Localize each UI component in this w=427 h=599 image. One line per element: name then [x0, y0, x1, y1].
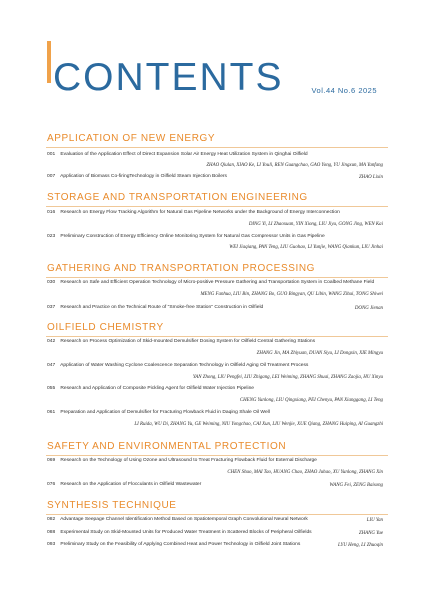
entry-authors: MENG Fanhua, LIU Bin, ZHANG Bo, GUO Bingyan, QU Libin, WANG Zihui, TONG Shiwei [200, 292, 383, 297]
toc-entry[interactable] [47, 281, 383, 286]
section-heading: GATHERING AND TRANSPORTATION PROCESSING [47, 263, 316, 274]
entry-title: Research on the Technology of Using Ozone and Ultrasound to Treat Fracturing Flowback Fluid for External Discharge [60, 458, 317, 463]
page-number: 001 [47, 152, 56, 157]
entry-title: Research and Practice on the Technical Route of "Smoke-free Station" Construction in Oilfield [60, 305, 264, 310]
divider [46, 147, 388, 148]
page-number: 042 [47, 339, 56, 344]
toc-entry[interactable] [47, 518, 383, 523]
entry-title: Application of Water Washing Cyclone Coalescence Separation Technology in Oilfield Aging Oil Treatment Process [60, 363, 309, 368]
entry-title: Research on the Application of Flocculants in Oilfield Wastewater [60, 482, 202, 487]
entry-title: Preliminary Study on the Feasibility of Applying Combined Heat and Power Technology in Oilfield Joint Stations [60, 542, 301, 547]
entry-title: Preparation and Application of Demulsifier for Fracturing Flowback Fluid in Daqing Shale Oil Well [60, 410, 270, 415]
entry-authors: DONG Jienan [354, 306, 383, 311]
page-number: 055 [47, 386, 56, 391]
toc-entry[interactable] [47, 364, 383, 369]
toc-entry[interactable] [47, 153, 383, 158]
page-number: 093 [47, 542, 56, 547]
toc-entry[interactable] [47, 211, 383, 216]
toc-entry[interactable] [47, 543, 383, 548]
entry-authors: ZHAO Lixin [358, 175, 383, 180]
toc-entry[interactable] [47, 411, 383, 416]
toc-entry[interactable] [47, 387, 383, 392]
entry-title: Preliminary Construction of Energy Efficiency Online Monitoring System for Natural Gas Compressor Units in Gas Pipeline [60, 234, 325, 239]
page-number: 088 [47, 530, 56, 535]
page-number: 061 [47, 410, 56, 415]
toc-entry[interactable] [47, 235, 383, 240]
page-number: 016 [47, 210, 56, 215]
entry-title: Research on Energy Flow Tracking Algorithm for Natural Gas Pipeline Networks under the Background of Energy Interconnection [60, 210, 340, 215]
entry-authors: DING Yi, LI Zhaoxuan, YIN Xiong, LIU Jiyu, GONG Jing, WEN Kai [248, 222, 383, 227]
divider [46, 277, 388, 278]
issue-label: Vol.44 No.6 2025 [311, 86, 377, 95]
entry-title: Advantage Seepage Channel Identification Method Based on Spatiotemporal Graph Convolutional Neural Network [60, 517, 308, 522]
page-number: 069 [47, 458, 56, 463]
divider [46, 206, 388, 207]
entry-title: Evaluation of the Application Effect of Direct Expansion Solar Air Energy Heat Utilization System in Qinghai Oilfield [60, 152, 308, 157]
toc-entry[interactable] [47, 459, 383, 464]
entry-authors: CHEN Shuo, MAI Tao, HUANG Chao, ZHAO Juhao, XU Yunlong, ZHANG Xin [227, 470, 383, 475]
divider [46, 514, 388, 515]
entry-title: Experimental Study on Skid-Mounted Units for Produced Water Treatment in Scattered Blocks of Peripheral Oilfields [60, 530, 312, 535]
page-number: 047 [47, 363, 56, 368]
entry-authors: YAN Zhong, LIU Pengfei, LIU Zhigang, LEI Weiming, ZHANG Shuai, ZHANG Zaojia, HU Xinyu [192, 375, 383, 380]
entry-authors: ZHAO Qiulan, XIAO Ke, LI Youli, REN Guangchao, GAO Yong, YU Jingxun, MA Yanfang [206, 163, 383, 168]
toc-entry[interactable] [47, 306, 383, 311]
toc-entry[interactable] [47, 531, 383, 536]
divider [46, 455, 388, 456]
accent-bar [47, 41, 51, 83]
section-heading: OILFIELD CHEMISTRY [47, 322, 164, 333]
page-number: 007 [47, 174, 56, 179]
entry-authors: LYU Heng, LI Zhuoqin [337, 543, 383, 548]
entry-title: Research and Application of Composite Pickling Agent for Oilfield Water Injection Pipeline [60, 386, 255, 391]
entry-title: Research on Process Optimization of Skid-mounted Demulsifier Dosing System for Oilfield Central Gathering Stations [60, 339, 316, 344]
entry-title: Application of Biomass Co-firingTechnology in Oilfield Steam Injection Boilers [60, 174, 227, 179]
entry-authors: CHENG Yunlong, LIU Qingxiang, PEI Chenyu, PAN Xianggang, LI Teng [239, 398, 383, 403]
page-title: CONTENTS [53, 56, 284, 99]
entry-authors: ZHANG Yue [358, 531, 383, 536]
entry-authors: LI Ruida, WU Di, ZHANG Yu, GE Weiming, NIU Yongchao, CAI Xun, LIU Wenjie, XUE Qiang, ZHANG Huiping, AI Guangzhi [134, 422, 383, 427]
toc-entry[interactable] [47, 175, 383, 180]
page-number: 076 [47, 482, 56, 487]
entry-authors: WANG Fei, ZENG Baisong [329, 483, 383, 488]
page-number: 082 [47, 517, 56, 522]
section-heading: SYNTHESIS TECHNIQUE [47, 500, 177, 511]
entry-title: Research on Safe and Efficient Operation Technology of Micro-positive Pressure Gathering and Transportation System in Coalbed Methane Field [60, 280, 375, 285]
section-heading: APPLICATION OF NEW ENERGY [47, 133, 216, 144]
entry-authors: WEI Jiaqiang, PAN Teng, LIU Guohao, LI Yunjie, WANG Qiankun, LIU Jinhai [229, 245, 383, 250]
entry-authors: ZHANG Jin, MA Zhiyuan, DUAN Siyu, LI Dongxin, XIE Mingyu [256, 351, 383, 356]
toc-entry[interactable] [47, 340, 383, 345]
page-number: 030 [47, 280, 56, 285]
section-heading: STORAGE AND TRANSPORTATION ENGINEERING [47, 192, 308, 203]
page-number: 037 [47, 305, 56, 310]
entry-authors: LIU Yan [366, 518, 383, 523]
divider [46, 336, 388, 337]
page-number: 023 [47, 234, 56, 239]
section-heading: SAFETY AND ENVIRONMENTAL PROTECTION [47, 441, 287, 452]
